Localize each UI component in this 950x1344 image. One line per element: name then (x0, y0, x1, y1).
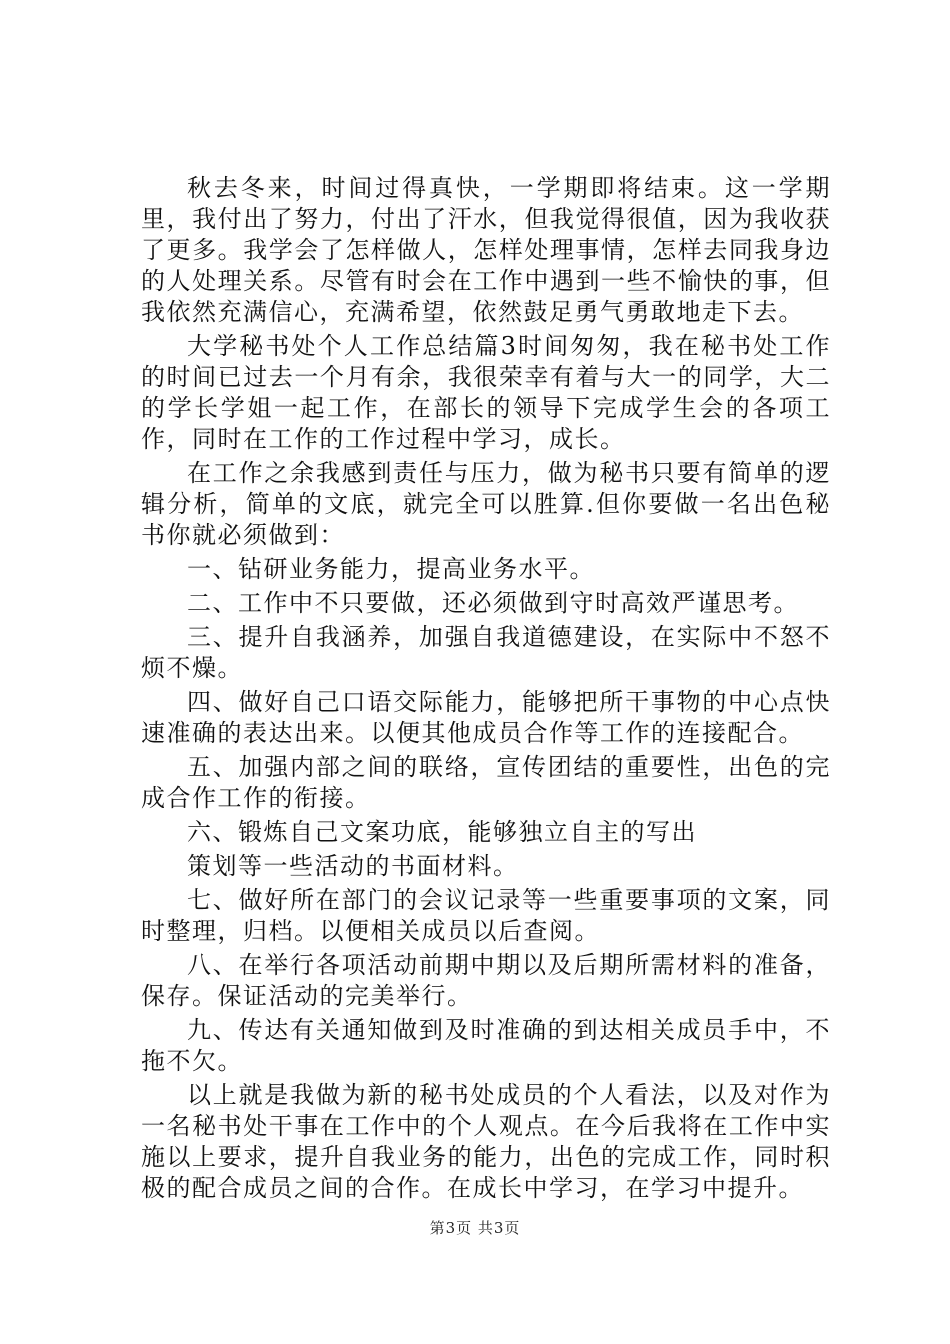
list-item-8: 八、在举行各项活动前期中期以及后期所需材料的准备，保存。保证活动的完美举行。 (141, 951, 831, 1010)
list-item-9: 九、传达有关通知做到及时准确的到达相关成员手中，不拖不欠。 (141, 1016, 831, 1075)
list-item-1: 一、钻研业务能力，提高业务水平。 (187, 555, 595, 583)
list-item-7: 七、做好所在部门的会议记录等一些重要事项的文案，同时整理，归档。以便相关成员以后查阅。 (141, 886, 831, 945)
list-item-5: 五、加强内部之间的联络，宣传团结的重要性，出色的完成合作工作的衔接。 (141, 753, 831, 812)
page-footer: 第3页 共3页 (429, 1219, 521, 1237)
list-item-6-continued: 策划等一些活动的书面材料。 (187, 852, 519, 880)
closing-paragraph: 以上就是我做为新的秘书处成员的个人看法，以及对作为一名秘书处干事在工作中的个人观点。在今后我将在工作中实施以上要求，提升自我业务的能力，出色的完成工作，同时积极的配合成员之间的合作。在成长中学习，在学习中提升。 (141, 1081, 831, 1202)
list-item-2: 二、工作中不只要做，还必须做到守时高效严谨思考。 (187, 589, 799, 617)
paragraph-2: 大学秘书处个人工作总结篇3时间匆匆，我在秘书处工作的时间已过去一个月有余，我很荣幸有着与大一的同学，大二的学长学姐一起工作，在部长的领导下完成学生会的各项工作，同时在工作的工作过程中学习，成长。 (141, 332, 831, 453)
paragraph-1: 秋去冬来，时间过得真快，一学期即将结束。这一学期里，我付出了努力，付出了汗水，但我觉得很值，因为我收获了更多。我学会了怎样做人，怎样处理事情，怎样去同我身边的人处理关系。尽管有时会在工作中遇到一些不愉快的事，但我依然充满信心，充满希望，依然鼓足勇气勇敢地走下去。 (141, 174, 831, 326)
list-item-6: 六、锻炼自己文案功底，能够独立自主的写出 (187, 818, 697, 846)
list-item-3: 三、提升自我涵养，加强自我道德建设，在实际中不怒不烦不燥。 (141, 623, 831, 682)
paragraph-3: 在工作之余我感到责任与压力，做为秘书只要有简单的逻辑分析，简单的文底，就完全可以胜算.但你要做一名出色秘书你就必须做到： (141, 459, 831, 549)
list-item-4: 四、做好自己口语交际能力，能够把所干事物的中心点快速准确的表达出来。以便其他成员合作等工作的连接配合。 (141, 688, 831, 747)
document-body (141, 173, 831, 1207)
